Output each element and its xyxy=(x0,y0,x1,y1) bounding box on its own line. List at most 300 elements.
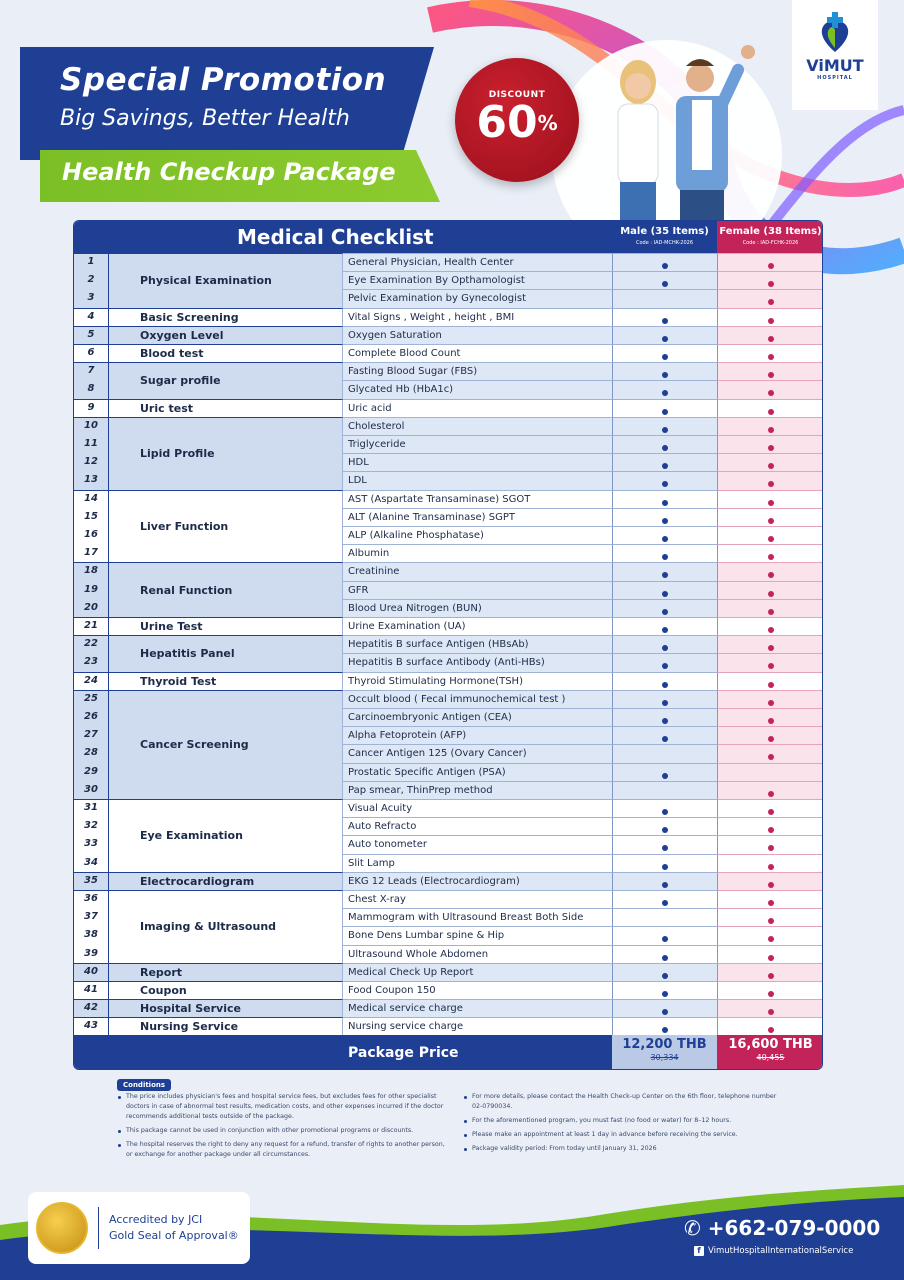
male-included-cell xyxy=(612,271,717,289)
female-included-dot xyxy=(768,900,774,906)
male-included-cell xyxy=(612,635,717,653)
female-included-dot xyxy=(768,572,774,578)
female-included-cell xyxy=(717,471,823,489)
item-number: 18 xyxy=(84,565,98,577)
test-name: Ultrasound Whole Abdomen xyxy=(343,945,612,963)
table-row xyxy=(74,271,823,289)
female-included-cell xyxy=(717,453,823,471)
female-included-cell xyxy=(717,872,823,890)
test-name: HDL xyxy=(343,453,612,471)
test-name: Oxygen Saturation xyxy=(343,326,612,344)
female-included-cell xyxy=(717,362,823,380)
conditions-left xyxy=(116,1092,446,1164)
group-label: Hepatitis Panel xyxy=(108,635,343,671)
item-number: 41 xyxy=(84,984,98,995)
table-row xyxy=(74,289,823,307)
male-included-dot xyxy=(662,518,668,524)
phone-number-text: +662-079-0000 xyxy=(707,1216,881,1240)
test-name: Carcinoembryonic Antigen (CEA) xyxy=(343,708,612,726)
table-title: Medical Checklist xyxy=(74,221,612,253)
condition-item: For more details, please contact the Health Check-up Center on the 6th floor, telephone number 02-0790034. xyxy=(462,1092,782,1112)
male-included-dot xyxy=(662,645,668,651)
item-number: 23 xyxy=(84,656,98,668)
table-row xyxy=(74,653,823,671)
discount-badge xyxy=(455,58,579,182)
female-price: 16,600 THB xyxy=(728,1037,813,1052)
female-included-cell xyxy=(717,617,823,635)
item-number: 6 xyxy=(87,347,95,358)
female-included-dot xyxy=(768,318,774,324)
condition-item: The price includes physician's fees and hospital service fees, but excludes fees for other specialist doctors in case of abnormal test results, medication costs, and other expenses incurred if the doctor recommends additional tests outside of the package. xyxy=(116,1092,446,1122)
price-label: Package Price xyxy=(343,1035,612,1070)
group-label: Liver Function xyxy=(108,490,343,563)
facebook-handle: VimutHospitalInternationalService xyxy=(708,1246,854,1256)
male-included-dot xyxy=(662,536,668,542)
male-included-dot xyxy=(662,991,668,997)
item-number: 8 xyxy=(87,383,95,395)
male-included-cell xyxy=(612,963,717,981)
female-included-dot xyxy=(768,354,774,360)
female-included-cell xyxy=(717,635,823,653)
test-name: Uric acid xyxy=(343,399,612,417)
group-label: Imaging & Ultrasound xyxy=(108,890,343,963)
table-row xyxy=(74,544,823,562)
male-included-dot xyxy=(662,572,668,578)
test-name: Complete Blood Count xyxy=(343,344,612,362)
male-price-cell xyxy=(612,1035,717,1070)
table-row xyxy=(74,872,823,890)
item-number: 40 xyxy=(84,965,98,977)
male-header-label: Male (35 Items) xyxy=(620,226,709,237)
male-included-cell xyxy=(612,981,717,999)
table-row xyxy=(74,581,823,599)
female-included-dot xyxy=(768,445,774,451)
male-included-cell xyxy=(612,926,717,944)
group-label: Lipid Profile xyxy=(108,417,343,490)
female-included-dot xyxy=(768,682,774,688)
phone-number[interactable] xyxy=(684,1216,880,1240)
group-label: Eye Examination xyxy=(108,799,343,872)
female-included-dot xyxy=(768,864,774,870)
test-name: Auto tonometer xyxy=(343,835,612,853)
test-name: Nursing service charge xyxy=(343,1017,612,1035)
male-included-dot xyxy=(662,809,668,815)
male-included-cell xyxy=(612,799,717,817)
female-included-dot xyxy=(768,627,774,633)
male-column-header xyxy=(612,221,717,253)
female-included-cell xyxy=(717,854,823,872)
male-included-cell xyxy=(612,817,717,835)
male-included-cell xyxy=(612,726,717,744)
male-original-price: 30,334 xyxy=(650,1053,679,1062)
test-name: Slit Lamp xyxy=(343,854,612,872)
logo-subtext: HOSPITAL xyxy=(817,75,853,81)
table-row xyxy=(74,763,823,781)
phone-icon: ✆ xyxy=(684,1216,701,1240)
male-included-dot xyxy=(662,700,668,706)
item-number: 3 xyxy=(87,292,95,304)
test-name: Thyroid Stimulating Hormone(TSH) xyxy=(343,672,612,690)
male-included-cell xyxy=(612,399,717,417)
item-number: 37 xyxy=(84,911,98,923)
item-number: 17 xyxy=(84,547,98,559)
table-row xyxy=(74,908,823,926)
male-included-dot xyxy=(662,390,668,396)
item-number: 28 xyxy=(84,747,98,759)
promo-subtitle: Big Savings, Better Health xyxy=(60,106,350,131)
male-included-cell xyxy=(612,653,717,671)
male-price: 12,200 THB xyxy=(622,1037,707,1052)
medical-checklist-table xyxy=(73,220,823,1070)
discount-label: DISCOUNT xyxy=(488,90,546,100)
table-row xyxy=(74,362,823,380)
male-included-dot xyxy=(662,318,668,324)
male-included-dot xyxy=(662,481,668,487)
male-included-cell xyxy=(612,617,717,635)
table-row xyxy=(74,326,823,344)
male-included-cell xyxy=(612,326,717,344)
group-label: Urine Test xyxy=(108,617,343,635)
female-included-cell xyxy=(717,653,823,671)
item-number: 27 xyxy=(84,729,98,741)
conditions-badge: Conditions xyxy=(117,1079,171,1091)
female-column-header xyxy=(717,221,823,253)
item-number: 35 xyxy=(84,874,98,886)
item-number: 15 xyxy=(84,510,98,522)
male-included-cell xyxy=(612,526,717,544)
table-row xyxy=(74,435,823,453)
facebook-link[interactable] xyxy=(694,1246,853,1256)
test-name: Pelvic Examination by Gynecologist xyxy=(343,289,612,307)
male-included-dot xyxy=(662,336,668,342)
male-included-cell xyxy=(612,344,717,362)
male-included-dot xyxy=(662,827,668,833)
discount-value: 60 xyxy=(476,97,538,148)
male-included-dot xyxy=(662,1009,668,1015)
group-label: Sugar profile xyxy=(108,362,343,398)
male-included-cell xyxy=(612,289,717,307)
item-number: 33 xyxy=(84,838,98,850)
female-included-cell xyxy=(717,708,823,726)
male-included-cell xyxy=(612,308,717,326)
conditions-right xyxy=(462,1092,782,1158)
female-header-label: Female (38 Items) xyxy=(719,226,822,237)
male-included-cell xyxy=(612,908,717,926)
test-name: Mammogram with Ultrasound Breast Both Side xyxy=(343,908,612,926)
female-included-cell xyxy=(717,926,823,944)
female-included-dot xyxy=(768,427,774,433)
table-row xyxy=(74,817,823,835)
group-label: Electrocardiogram xyxy=(108,872,343,890)
item-number: 29 xyxy=(84,765,98,777)
female-included-dot xyxy=(768,718,774,724)
male-included-cell xyxy=(612,471,717,489)
female-included-cell xyxy=(717,1017,823,1035)
test-name: LDL xyxy=(343,471,612,489)
condition-item: This package cannot be used in conjunction with other promotional programs or discounts. xyxy=(116,1126,446,1136)
male-included-cell xyxy=(612,544,717,562)
male-included-cell xyxy=(612,362,717,380)
female-included-dot xyxy=(768,936,774,942)
item-number: 19 xyxy=(84,583,98,595)
male-included-dot xyxy=(662,427,668,433)
female-included-cell xyxy=(717,562,823,580)
group-label: Uric test xyxy=(108,399,343,417)
male-included-dot xyxy=(662,864,668,870)
female-package-code: Code : IAD-FCHK-2026 xyxy=(742,240,799,246)
test-name: ALP (Alkaline Phosphatase) xyxy=(343,526,612,544)
item-number: 14 xyxy=(84,492,98,504)
item-number: 4 xyxy=(87,310,95,322)
female-included-cell xyxy=(717,508,823,526)
group-label: Physical Examination xyxy=(108,253,343,308)
item-number: 9 xyxy=(87,401,95,413)
male-included-dot xyxy=(662,955,668,961)
test-name: Glycated Hb (HbA1c) xyxy=(343,380,612,398)
male-included-cell xyxy=(612,690,717,708)
table-row xyxy=(74,981,823,999)
test-name: Alpha Fetoprotein (AFP) xyxy=(343,726,612,744)
table-row xyxy=(74,490,823,508)
test-name: Vital Signs , Weight , height , BMI xyxy=(343,308,612,326)
group-label: Blood test xyxy=(108,344,343,362)
item-number: 16 xyxy=(84,529,98,540)
female-included-cell xyxy=(717,253,823,271)
male-included-cell xyxy=(612,999,717,1017)
female-included-cell xyxy=(717,435,823,453)
male-included-dot xyxy=(662,900,668,906)
logo-wordmark: ViMUT xyxy=(806,56,864,75)
table-row xyxy=(74,308,823,326)
female-included-dot xyxy=(768,591,774,597)
item-number: 39 xyxy=(84,947,98,959)
condition-item: For the aforementioned program, you must fast (no food or water) for 8–12 hours. xyxy=(462,1116,782,1126)
vimut-logo[interactable] xyxy=(792,0,878,110)
male-included-cell xyxy=(612,744,717,762)
jci-accreditation xyxy=(28,1192,250,1264)
table-row xyxy=(74,854,823,872)
group-label: Cancer Screening xyxy=(108,690,343,799)
test-name: Blood Urea Nitrogen (BUN) xyxy=(343,599,612,617)
test-name: Urine Examination (UA) xyxy=(343,617,612,635)
table-row xyxy=(74,799,823,817)
female-included-dot xyxy=(768,918,774,924)
female-included-dot xyxy=(768,845,774,851)
item-number: 10 xyxy=(84,419,98,431)
group-label: Renal Function xyxy=(108,562,343,617)
item-number: 38 xyxy=(84,929,98,941)
female-included-cell xyxy=(717,963,823,981)
test-name: Hepatitis B surface Antigen (HBsAb) xyxy=(343,635,612,653)
male-included-dot xyxy=(662,663,668,669)
male-included-dot xyxy=(662,682,668,688)
female-included-cell xyxy=(717,344,823,362)
male-included-dot xyxy=(662,463,668,469)
test-name: EKG 12 Leads (Electrocardiogram) xyxy=(343,872,612,890)
female-included-dot xyxy=(768,791,774,797)
test-name: Bone Dens Lumbar spine & Hip xyxy=(343,926,612,944)
table-row xyxy=(74,417,823,435)
item-number: 2 xyxy=(87,274,95,286)
jci-line-2: Gold Seal of Approval® xyxy=(109,1229,239,1242)
test-name: Occult blood ( Fecal immunochemical test ) xyxy=(343,690,612,708)
male-included-dot xyxy=(662,263,668,269)
promo-title: Special Promotion xyxy=(60,62,387,98)
male-included-dot xyxy=(662,409,668,415)
test-name: Triglyceride xyxy=(343,435,612,453)
female-included-cell xyxy=(717,326,823,344)
test-name: Food Coupon 150 xyxy=(343,981,612,999)
male-included-dot xyxy=(662,354,668,360)
test-name: Chest X-ray xyxy=(343,890,612,908)
jci-gold-seal-icon xyxy=(36,1202,88,1254)
female-included-cell xyxy=(717,781,823,799)
table-row xyxy=(74,562,823,580)
male-included-dot xyxy=(662,1027,668,1033)
male-included-dot xyxy=(662,609,668,615)
group-label: Thyroid Test xyxy=(108,672,343,690)
test-name: Cancer Antigen 125 (Ovary Cancer) xyxy=(343,744,612,762)
male-included-dot xyxy=(662,936,668,942)
item-number: 30 xyxy=(84,783,98,795)
group-label: Hospital Service xyxy=(108,999,343,1017)
happy-couple-photo xyxy=(588,42,778,222)
female-included-cell xyxy=(717,817,823,835)
male-included-cell xyxy=(612,835,717,853)
test-name: Albumin xyxy=(343,544,612,562)
test-name: ALT (Alanine Transaminase) SGPT xyxy=(343,508,612,526)
table-row xyxy=(74,508,823,526)
female-included-dot xyxy=(768,536,774,542)
test-name: Cholesterol xyxy=(343,417,612,435)
female-included-cell xyxy=(717,581,823,599)
male-included-cell xyxy=(612,1017,717,1035)
group-label: Oxygen Level xyxy=(108,326,343,344)
female-included-cell xyxy=(717,690,823,708)
discount-unit: % xyxy=(537,111,558,135)
group-label: Report xyxy=(108,963,343,981)
male-included-cell xyxy=(612,945,717,963)
package-title: Health Checkup Package xyxy=(62,158,396,186)
female-included-cell xyxy=(717,945,823,963)
table-row xyxy=(74,453,823,471)
female-included-dot xyxy=(768,554,774,560)
female-included-cell xyxy=(717,544,823,562)
male-package-code: Code : IAD-MCHK-2026 xyxy=(635,240,694,246)
female-included-cell xyxy=(717,399,823,417)
female-included-dot xyxy=(768,481,774,487)
female-included-dot xyxy=(768,372,774,378)
female-included-cell xyxy=(717,672,823,690)
male-included-cell xyxy=(612,672,717,690)
male-included-dot xyxy=(662,736,668,742)
table-row xyxy=(74,526,823,544)
table-row xyxy=(74,344,823,362)
test-name: Medical service charge xyxy=(343,999,612,1017)
male-included-dot xyxy=(662,591,668,597)
item-number: 34 xyxy=(84,856,98,868)
female-included-dot xyxy=(768,609,774,615)
table-row xyxy=(74,945,823,963)
item-number: 1 xyxy=(87,256,95,267)
male-included-dot xyxy=(662,554,668,560)
item-number: 13 xyxy=(84,474,98,486)
table-row xyxy=(74,599,823,617)
male-included-cell xyxy=(612,562,717,580)
table-header xyxy=(74,221,823,253)
test-name: Fasting Blood Sugar (FBS) xyxy=(343,362,612,380)
item-number: 25 xyxy=(84,692,98,704)
table-row xyxy=(74,999,823,1017)
test-name: Prostatic Specific Antigen (PSA) xyxy=(343,763,612,781)
table-row xyxy=(74,726,823,744)
male-included-dot xyxy=(662,445,668,451)
male-included-cell xyxy=(612,435,717,453)
female-included-cell xyxy=(717,380,823,398)
table-row xyxy=(74,781,823,799)
female-included-dot xyxy=(768,882,774,888)
group-label: Basic Screening xyxy=(108,308,343,326)
hospital-cross-heart-icon xyxy=(817,12,853,54)
female-included-cell xyxy=(717,526,823,544)
female-included-dot xyxy=(768,518,774,524)
table-row xyxy=(74,708,823,726)
male-included-cell xyxy=(612,453,717,471)
test-name: Creatinine xyxy=(343,562,612,580)
female-included-dot xyxy=(768,299,774,305)
female-included-dot xyxy=(768,463,774,469)
male-included-dot xyxy=(662,718,668,724)
table-row xyxy=(74,744,823,762)
test-name: Medical Check Up Report xyxy=(343,963,612,981)
item-number: 22 xyxy=(84,638,98,650)
female-included-dot xyxy=(768,281,774,287)
item-number: 31 xyxy=(84,802,98,813)
test-name: Auto Refracto xyxy=(343,817,612,835)
female-included-dot xyxy=(768,336,774,342)
test-name: Hepatitis B surface Antibody (Anti-HBs) xyxy=(343,653,612,671)
test-name: AST (Aspartate Transaminase) SGOT xyxy=(343,490,612,508)
female-included-dot xyxy=(768,754,774,760)
male-included-cell xyxy=(612,890,717,908)
female-included-dot xyxy=(768,390,774,396)
male-included-dot xyxy=(662,500,668,506)
female-included-dot xyxy=(768,973,774,979)
male-included-dot xyxy=(662,845,668,851)
female-included-cell xyxy=(717,763,823,781)
package-price-row xyxy=(74,1035,823,1070)
table-row xyxy=(74,471,823,489)
female-included-cell xyxy=(717,308,823,326)
table-row xyxy=(74,926,823,944)
male-included-cell xyxy=(612,490,717,508)
item-number: 26 xyxy=(84,711,98,722)
male-included-dot xyxy=(662,281,668,287)
table-row xyxy=(74,617,823,635)
group-label: Nursing Service xyxy=(108,1017,343,1035)
female-price-cell xyxy=(717,1035,823,1070)
male-included-cell xyxy=(612,581,717,599)
item-number: 42 xyxy=(84,1002,98,1014)
female-included-cell xyxy=(717,799,823,817)
table-row xyxy=(74,963,823,981)
female-included-dot xyxy=(768,827,774,833)
female-included-cell xyxy=(717,981,823,999)
female-included-dot xyxy=(768,700,774,706)
female-included-dot xyxy=(768,809,774,815)
male-included-cell xyxy=(612,854,717,872)
item-number: 32 xyxy=(84,820,98,832)
